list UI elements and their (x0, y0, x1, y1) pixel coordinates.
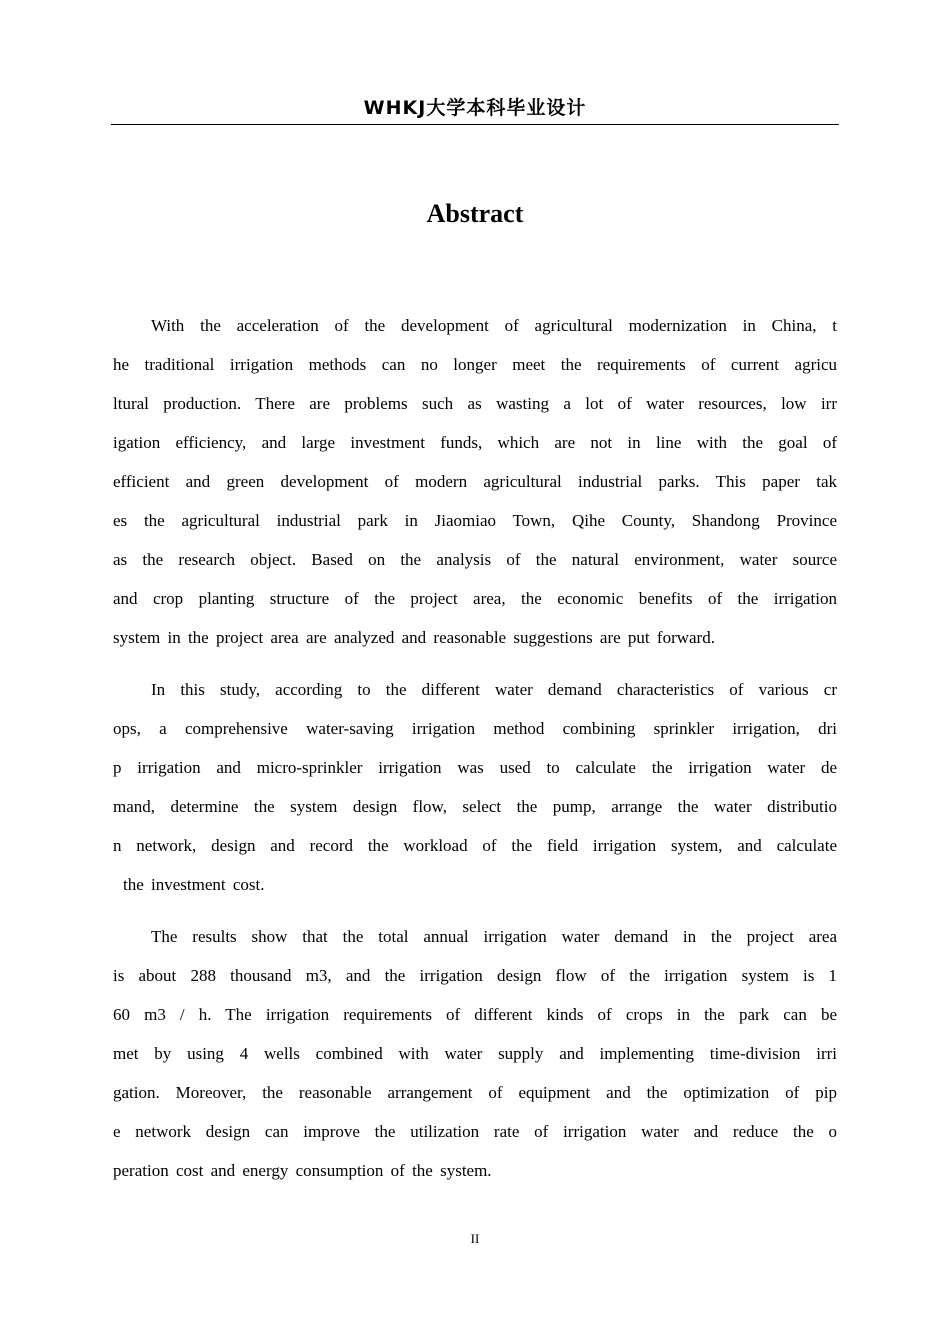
text-line: efficient and green development of modern agricultural industrial parks. This paper tak (113, 472, 837, 491)
page-number: II (470, 1231, 480, 1246)
text-line: ops, a comprehensive water-saving irrigation method combining sprinkler irrigation, dri (113, 719, 837, 738)
text-line: e network design can improve the utilization rate of irrigation water and reduce the o (113, 1122, 837, 1141)
text-line: p irrigation and micro-sprinkler irrigation was used to calculate the irrigation water de (113, 758, 837, 777)
text-line: igation efficiency, and large investment funds, which are not in line with the goal of (113, 433, 837, 452)
paragraph-1 (113, 306, 837, 657)
text-line: ltural production. There are problems such as wasting a lot of water resources, low irr (113, 394, 837, 413)
text-line: peration cost and energy consumption of the system. (113, 1161, 492, 1180)
text-line: The results show that the total annual irrigation water demand in the project area (151, 927, 837, 946)
text-line: the investment cost. (123, 875, 265, 894)
text-line: gation. Moreover, the reasonable arrangement of equipment and the optimization of pip (113, 1083, 837, 1102)
text-line: n network, design and record the workload of the field irrigation system, and calculate (113, 836, 837, 855)
text-line: system in the project area are analyzed and reasonable suggestions are put forward. (113, 628, 715, 647)
text-line: 60 m3 / h. The irrigation requirements of different kinds of crops in the park can be (113, 1005, 837, 1024)
header-title: WHKJ大学本科毕业设计 (363, 97, 587, 119)
text-line: es the agricultural industrial park in Jiaomiao Town, Qihe County, Shandong Province (113, 511, 837, 530)
text-line: mand, determine the system design flow, select the pump, arrange the water distributio (113, 797, 837, 816)
abstract-title: Abstract (426, 199, 524, 228)
text-line: met by using 4 wells combined with water supply and implementing time-division irri (113, 1044, 837, 1063)
text-line: With the acceleration of the development of agricultural modernization in China, t (151, 316, 837, 335)
text-line: and crop planting structure of the project area, the economic benefits of the irrigation (113, 589, 837, 608)
paragraph-2 (113, 670, 837, 904)
text-line: In this study, according to the different water demand characteristics of various cr (151, 680, 837, 699)
paragraph-3 (113, 917, 837, 1190)
text-line: as the research object. Based on the analysis of the natural environment, water source (113, 550, 837, 569)
text-line: he traditional irrigation methods can no longer meet the requirements of current agricu (113, 355, 837, 374)
abstract-body (113, 306, 837, 1190)
text-line: is about 288 thousand m3, and the irrigation design flow of the irrigation system is 1 (113, 966, 837, 985)
page-header (111, 94, 839, 125)
